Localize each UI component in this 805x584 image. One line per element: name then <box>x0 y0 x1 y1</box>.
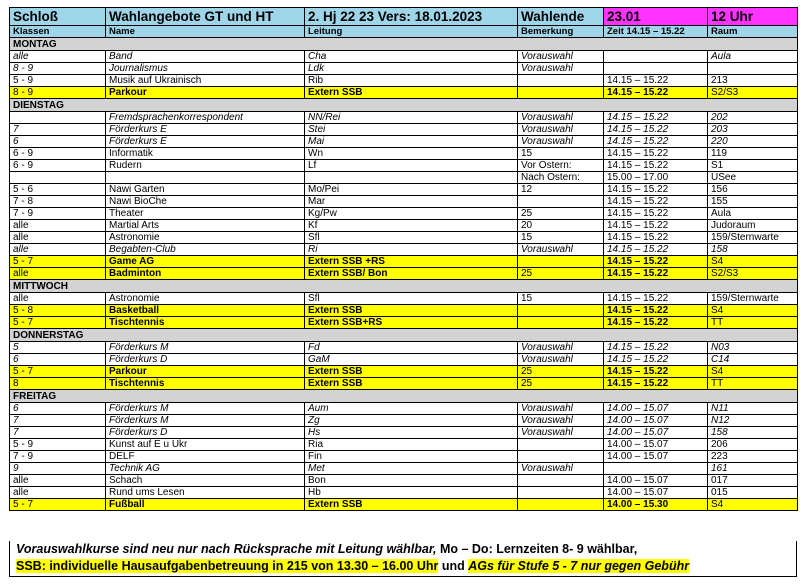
cell-bemerkung: Vorauswahl <box>518 136 604 148</box>
cell-leitung: Ria <box>305 439 518 451</box>
cell-bemerkung: Vorauswahl <box>518 342 604 354</box>
schedule-table <box>9 7 798 511</box>
cell-raum: 158 <box>708 244 798 256</box>
col-bemerkung: Bemerkung <box>518 26 604 38</box>
table-row <box>10 136 798 148</box>
table-row <box>10 366 798 378</box>
day-label: DIENSTAG <box>10 99 798 112</box>
cell-bemerkung: Vor Ostern: <box>518 160 604 172</box>
cell-leitung: Extern SSB +RS <box>305 256 518 268</box>
cell-name: Astronomie <box>106 232 305 244</box>
cell-name: Badminton <box>106 268 305 280</box>
end-time: 12 Uhr <box>708 8 798 26</box>
cell-bemerkung: 25 <box>518 366 604 378</box>
cell-bemerkung <box>518 256 604 268</box>
table-row <box>10 51 798 63</box>
cell-klassen: alle <box>10 268 106 280</box>
table-row <box>10 160 798 172</box>
cell-leitung: Hb <box>305 487 518 499</box>
cell-zeit: 14.00 – 15.07 <box>604 487 708 499</box>
cell-zeit: 14.15 – 15.22 <box>604 305 708 317</box>
cell-raum: S1 <box>708 160 798 172</box>
cell-zeit: 14.00 – 15.07 <box>604 415 708 427</box>
table-row <box>10 208 798 220</box>
cell-zeit <box>604 463 708 475</box>
cell-bemerkung: Vorauswahl <box>518 403 604 415</box>
cell-name: Nawi Garten <box>106 184 305 196</box>
cell-leitung: Cha <box>305 51 518 63</box>
cell-raum: 015 <box>708 487 798 499</box>
cell-klassen: 6 <box>10 354 106 366</box>
footer-notes <box>9 541 797 577</box>
cell-leitung: Mo/Pei <box>305 184 518 196</box>
cell-leitung: Mai <box>305 136 518 148</box>
cell-bemerkung: 15 <box>518 293 604 305</box>
table-row <box>10 268 798 280</box>
day-header-row <box>10 99 798 112</box>
cell-name: Förderkurs M <box>106 342 305 354</box>
footer-note-lernzeiten: Mo – Do: Lernzeiten 8- 9 wählbar, <box>436 542 638 556</box>
cell-leitung <box>305 172 518 184</box>
cell-zeit: 14.15 – 15.22 <box>604 124 708 136</box>
table-row <box>10 487 798 499</box>
cell-zeit: 14.00 – 15.30 <box>604 499 708 511</box>
cell-name: DELF <box>106 451 305 463</box>
cell-leitung: Met <box>305 463 518 475</box>
cell-name: Journalismus <box>106 63 305 75</box>
cell-raum: 220 <box>708 136 798 148</box>
cell-klassen: 8 - 9 <box>10 63 106 75</box>
cell-name: Informatik <box>106 148 305 160</box>
day-label: MONTAG <box>10 38 798 51</box>
table-row <box>10 232 798 244</box>
cell-leitung: Bon <box>305 475 518 487</box>
cell-klassen: alle <box>10 244 106 256</box>
cell-name <box>106 172 305 184</box>
footer-line-1 <box>16 542 637 556</box>
table-row <box>10 87 798 99</box>
schedule-sheet <box>9 7 797 511</box>
cell-leitung: Mar <box>305 196 518 208</box>
cell-klassen: 8 - 9 <box>10 87 106 99</box>
cell-raum: S4 <box>708 499 798 511</box>
cell-klassen: 7 <box>10 427 106 439</box>
cell-name: Fremdsprachenkorrespondent <box>106 112 305 124</box>
cell-leitung: Wn <box>305 148 518 160</box>
cell-raum: TT <box>708 317 798 329</box>
cell-name: Nawi BioChe <box>106 196 305 208</box>
cell-zeit: 14.15 – 15.22 <box>604 232 708 244</box>
table-row <box>10 196 798 208</box>
cell-name: Martial Arts <box>106 220 305 232</box>
day-header-row <box>10 390 798 403</box>
version-label: 2. Hj 22 23 Vers: 18.01.2023 <box>305 8 518 26</box>
cell-zeit: 14.00 – 15.07 <box>604 427 708 439</box>
cell-bemerkung <box>518 439 604 451</box>
cell-raum: 156 <box>708 184 798 196</box>
cell-zeit: 14.15 – 15.22 <box>604 317 708 329</box>
cell-name: Rund ums Lesen <box>106 487 305 499</box>
cell-name: Basketball <box>106 305 305 317</box>
col-name: Name <box>106 26 305 38</box>
cell-klassen: alle <box>10 293 106 305</box>
cell-raum: 203 <box>708 124 798 136</box>
table-row <box>10 220 798 232</box>
cell-name: Kunst auf E u Ukr <box>106 439 305 451</box>
cell-name: Rudern <box>106 160 305 172</box>
day-header-row <box>10 329 798 342</box>
cell-leitung: Aum <box>305 403 518 415</box>
cell-raum: S2/S3 <box>708 268 798 280</box>
table-row <box>10 184 798 196</box>
cell-zeit: 14.00 – 15.07 <box>604 475 708 487</box>
cell-bemerkung: Vorauswahl <box>518 244 604 256</box>
cell-klassen <box>10 112 106 124</box>
cell-name: Game AG <box>106 256 305 268</box>
cell-klassen: alle <box>10 220 106 232</box>
cell-klassen: 7 <box>10 124 106 136</box>
cell-klassen: 7 - 9 <box>10 208 106 220</box>
cell-klassen: 5 - 7 <box>10 256 106 268</box>
cell-zeit: 14.15 – 15.22 <box>604 160 708 172</box>
cell-bemerkung: Vorauswahl <box>518 124 604 136</box>
cell-raum: Judoraum <box>708 220 798 232</box>
cell-bemerkung <box>518 451 604 463</box>
cell-raum: 202 <box>708 112 798 124</box>
cell-zeit: 14.00 – 15.07 <box>604 451 708 463</box>
cell-name: Technik AG <box>106 463 305 475</box>
cell-name: Schach <box>106 475 305 487</box>
cell-zeit: 15.00 – 17.00 <box>604 172 708 184</box>
end-date: 23.01 <box>604 8 708 26</box>
cell-zeit: 14.15 – 15.22 <box>604 196 708 208</box>
cell-name: Parkour <box>106 366 305 378</box>
cell-zeit: 14.15 – 15.22 <box>604 208 708 220</box>
table-row <box>10 112 798 124</box>
cell-zeit: 14.15 – 15.22 <box>604 87 708 99</box>
cell-bemerkung: Vorauswahl <box>518 63 604 75</box>
cell-klassen: alle <box>10 51 106 63</box>
cell-bemerkung: Vorauswahl <box>518 427 604 439</box>
document-title: Wahlangebote GT und HT <box>106 8 305 26</box>
day-label: MITTWOCH <box>10 280 798 293</box>
table-row <box>10 317 798 329</box>
table-row <box>10 124 798 136</box>
cell-klassen: 6 - 9 <box>10 148 106 160</box>
cell-bemerkung: 15 <box>518 232 604 244</box>
cell-zeit: 14.15 – 15.22 <box>604 354 708 366</box>
cell-klassen <box>10 172 106 184</box>
cell-raum: S4 <box>708 366 798 378</box>
cell-bemerkung: 25 <box>518 378 604 390</box>
cell-klassen: 6 <box>10 136 106 148</box>
cell-klassen: 8 <box>10 378 106 390</box>
table-row <box>10 475 798 487</box>
cell-raum: 161 <box>708 463 798 475</box>
cell-bemerkung: Vorauswahl <box>518 415 604 427</box>
cell-zeit: 14.15 – 15.22 <box>604 244 708 256</box>
cell-leitung: Extern SSB/ Bon <box>305 268 518 280</box>
cell-klassen: 7 - 9 <box>10 451 106 463</box>
cell-raum: S2/S3 <box>708 87 798 99</box>
cell-name: Tischtennis <box>106 317 305 329</box>
cell-raum: N11 <box>708 403 798 415</box>
cell-bemerkung <box>518 499 604 511</box>
cell-leitung: Kg/Pw <box>305 208 518 220</box>
cell-name: Begabten-Club <box>106 244 305 256</box>
cell-leitung: Hs <box>305 427 518 439</box>
cell-name: Förderkurs D <box>106 427 305 439</box>
col-leitung: Leitung <box>305 26 518 38</box>
cell-zeit: 14.00 – 15.07 <box>604 403 708 415</box>
cell-bemerkung <box>518 196 604 208</box>
cell-bemerkung: 12 <box>518 184 604 196</box>
cell-raum: S4 <box>708 256 798 268</box>
cell-raum: 155 <box>708 196 798 208</box>
table-row <box>10 305 798 317</box>
cell-raum: TT <box>708 378 798 390</box>
cell-bemerkung: 20 <box>518 220 604 232</box>
cell-raum: 223 <box>708 451 798 463</box>
cell-klassen: alle <box>10 487 106 499</box>
footer-note-vorauswahl: Vorauswahlkurse sind neu nur nach Rücksprache mit Leitung wählbar, <box>16 542 437 556</box>
cell-klassen: 5 - 9 <box>10 439 106 451</box>
cell-name: Theater <box>106 208 305 220</box>
cell-klassen: 5 - 7 <box>10 317 106 329</box>
cell-leitung: Sfl <box>305 293 518 305</box>
cell-leitung: Extern SSB <box>305 366 518 378</box>
cell-leitung: Extern SSB+RS <box>305 317 518 329</box>
end-label: Wahlende <box>518 8 604 26</box>
table-row <box>10 378 798 390</box>
cell-bemerkung: Vorauswahl <box>518 51 604 63</box>
col-klassen: Klassen <box>10 26 106 38</box>
table-row <box>10 415 798 427</box>
cell-zeit: 14.15 – 15.22 <box>604 220 708 232</box>
cell-klassen: 5 - 9 <box>10 75 106 87</box>
table-row <box>10 342 798 354</box>
cell-bemerkung: 25 <box>518 268 604 280</box>
cell-leitung: Extern SSB <box>305 87 518 99</box>
cell-zeit: 14.15 – 15.22 <box>604 256 708 268</box>
cell-leitung: Rib <box>305 75 518 87</box>
cell-raum: 159/Sternwarte <box>708 232 798 244</box>
cell-raum: N03 <box>708 342 798 354</box>
cell-raum: C14 <box>708 354 798 366</box>
cell-zeit: 14.15 – 15.22 <box>604 75 708 87</box>
cell-zeit: 14.15 – 15.22 <box>604 148 708 160</box>
cell-bemerkung: 25 <box>518 208 604 220</box>
cell-bemerkung <box>518 305 604 317</box>
cell-zeit: 14.15 – 15.22 <box>604 378 708 390</box>
cell-raum: 158 <box>708 427 798 439</box>
day-label: FREITAG <box>10 390 798 403</box>
cell-zeit <box>604 51 708 63</box>
cell-zeit: 14.15 – 15.22 <box>604 112 708 124</box>
table-row <box>10 293 798 305</box>
cell-name: Musik auf Ukrainisch <box>106 75 305 87</box>
column-header-row <box>10 26 798 38</box>
cell-klassen: alle <box>10 475 106 487</box>
cell-klassen: 5 - 8 <box>10 305 106 317</box>
cell-leitung: Extern SSB <box>305 305 518 317</box>
cell-bemerkung <box>518 317 604 329</box>
cell-raum: 213 <box>708 75 798 87</box>
cell-klassen: 5 - 7 <box>10 366 106 378</box>
cell-klassen: 7 - 8 <box>10 196 106 208</box>
cell-leitung: Lf <box>305 160 518 172</box>
cell-leitung: Sfl <box>305 232 518 244</box>
day-header-row <box>10 38 798 51</box>
cell-name: Förderkurs M <box>106 403 305 415</box>
cell-zeit <box>604 63 708 75</box>
footer-note-gebuehr: AGs für Stufe 5 - 7 nur gegen Gebühr <box>468 559 690 573</box>
cell-leitung: Fd <box>305 342 518 354</box>
cell-bemerkung <box>518 87 604 99</box>
cell-raum: 017 <box>708 475 798 487</box>
cell-raum: S4 <box>708 305 798 317</box>
cell-leitung: Ldk <box>305 63 518 75</box>
cell-raum: USee <box>708 172 798 184</box>
cell-raum: 206 <box>708 439 798 451</box>
cell-raum: 119 <box>708 148 798 160</box>
cell-leitung: Fin <box>305 451 518 463</box>
school-name: Schloß <box>10 8 106 26</box>
table-row <box>10 75 798 87</box>
cell-bemerkung: 15 <box>518 148 604 160</box>
cell-klassen: 5 - 7 <box>10 499 106 511</box>
cell-raum: Aula <box>708 208 798 220</box>
footer-line-2 <box>16 559 689 573</box>
cell-klassen: alle <box>10 232 106 244</box>
table-row <box>10 451 798 463</box>
table-row <box>10 256 798 268</box>
cell-klassen: 6 <box>10 403 106 415</box>
cell-raum: 159/Sternwarte <box>708 293 798 305</box>
cell-leitung: Kf <box>305 220 518 232</box>
cell-klassen: 5 - 6 <box>10 184 106 196</box>
cell-raum: N12 <box>708 415 798 427</box>
cell-zeit: 14.15 – 15.22 <box>604 268 708 280</box>
cell-klassen: 6 - 9 <box>10 160 106 172</box>
cell-zeit: 14.15 – 15.22 <box>604 366 708 378</box>
day-header-row <box>10 280 798 293</box>
footer-note-und: und <box>438 559 469 573</box>
table-row <box>10 63 798 75</box>
cell-leitung: Stei <box>305 124 518 136</box>
cell-klassen: 5 <box>10 342 106 354</box>
table-row <box>10 244 798 256</box>
cell-bemerkung <box>518 75 604 87</box>
table-row <box>10 354 798 366</box>
table-row <box>10 499 798 511</box>
cell-leitung: Extern SSB <box>305 378 518 390</box>
cell-zeit: 14.00 – 15.07 <box>604 439 708 451</box>
table-row <box>10 403 798 415</box>
table-row <box>10 148 798 160</box>
cell-name: Tischtennis <box>106 378 305 390</box>
cell-zeit: 14.15 – 15.22 <box>604 136 708 148</box>
cell-raum <box>708 63 798 75</box>
cell-leitung: Ri <box>305 244 518 256</box>
day-label: DONNERSTAG <box>10 329 798 342</box>
table-row <box>10 427 798 439</box>
cell-name: Band <box>106 51 305 63</box>
cell-name: Fußball <box>106 499 305 511</box>
col-raum: Raum <box>708 26 798 38</box>
cell-name: Förderkurs M <box>106 415 305 427</box>
cell-name: Förderkurs E <box>106 124 305 136</box>
footer-note-ssb: SSB: individuelle Hausaufgabenbetreuung in 215 von 13.30 – 16.00 Uhr <box>16 559 439 573</box>
cell-zeit: 14.15 – 15.22 <box>604 342 708 354</box>
cell-raum: Aula <box>708 51 798 63</box>
cell-name: Förderkurs D <box>106 354 305 366</box>
cell-name: Astronomie <box>106 293 305 305</box>
cell-name: Förderkurs E <box>106 136 305 148</box>
cell-bemerkung <box>518 475 604 487</box>
table-row <box>10 439 798 451</box>
cell-bemerkung <box>518 487 604 499</box>
cell-bemerkung: Nach Ostern: <box>518 172 604 184</box>
cell-bemerkung: Vorauswahl <box>518 112 604 124</box>
title-row <box>10 8 798 26</box>
cell-klassen: 9 <box>10 463 106 475</box>
cell-leitung: NN/Rei <box>305 112 518 124</box>
cell-leitung: Extern SSB <box>305 499 518 511</box>
cell-klassen: 7 <box>10 415 106 427</box>
cell-zeit: 14.15 – 15.22 <box>604 293 708 305</box>
cell-bemerkung: Vorauswahl <box>518 354 604 366</box>
col-zeit: Zeit 14.15 – 15.22 <box>604 26 708 38</box>
table-row <box>10 172 798 184</box>
cell-bemerkung: Vorauswahl <box>518 463 604 475</box>
cell-leitung: Zg <box>305 415 518 427</box>
cell-leitung: GaM <box>305 354 518 366</box>
table-row <box>10 463 798 475</box>
cell-zeit: 14.15 – 15.22 <box>604 184 708 196</box>
cell-name: Parkour <box>106 87 305 99</box>
